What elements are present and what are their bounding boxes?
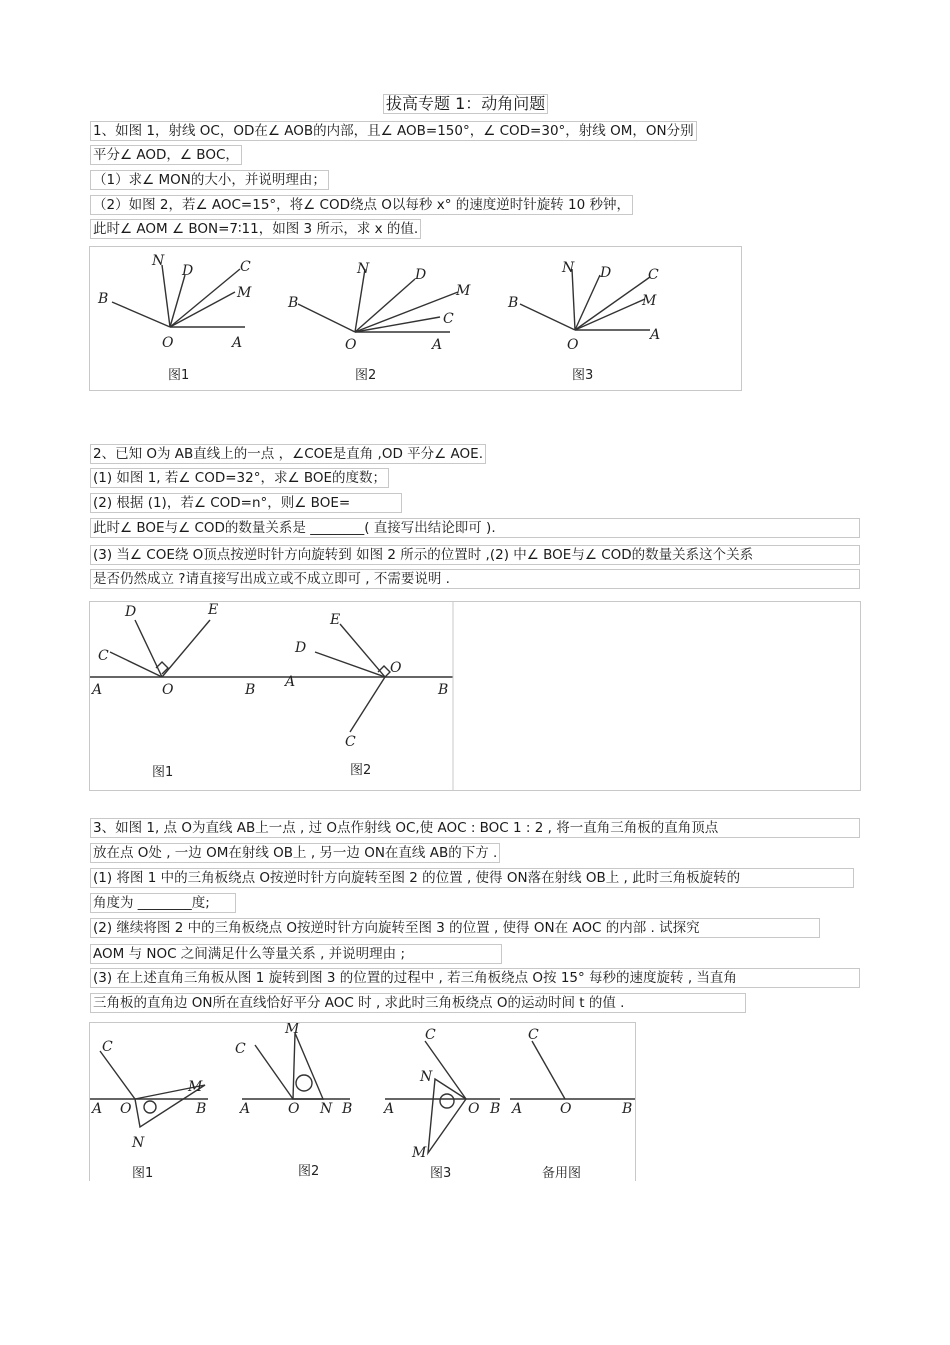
fig1-caption-1: 图1 (168, 368, 190, 383)
fig2-label-c: C (98, 648, 109, 664)
fig3-3-label-b: B (490, 1101, 501, 1117)
fig3-2-label-a: A (240, 1101, 251, 1117)
fig2-2-label-c: C (345, 734, 356, 750)
fig3-1-label-b: B (196, 1101, 207, 1117)
p1-line-3: （1）求∠ MON的大小，并说明理由； (90, 170, 329, 190)
fig3-1-label-a: A (92, 1101, 103, 1117)
fig1-3-label-m: M (642, 293, 657, 309)
fig3-2-label-c: C (235, 1041, 246, 1057)
fig3-caption-1: 图1 (132, 1166, 154, 1181)
p3-line-6: AOM 与 NOC 之间满足什么等量关系 , 并说明理由 ; (90, 944, 502, 964)
p3-line-7: (3) 在上述直角三角板从图 1 旋转到图 3 的位置的过程中 , 若三角板绕点 O按 15° 每秒的速度旋转 , 当直角 (90, 968, 860, 988)
page-title: 拔高专题 1：动角问题 (383, 94, 548, 114)
fig1-3-label-c: C (648, 267, 659, 283)
p3-line-2: 放在点 O处 , 一边 OM在射线 OB上 , 另一边 ON在直线 AB的下方 . (90, 843, 500, 863)
p2-line-4: 此时∠ BOE与∠ COD的数量关系是 ________( 直接写出结论即可 ). (90, 518, 860, 538)
fig2-label-a: A (92, 682, 103, 698)
p1-line-4: （2）如图 2，若∠ AOC=15°，将∠ COD绕点 O以每秒 x° 的速度逆时针旋转 10 秒钟， (90, 195, 633, 215)
figure-1-svg (90, 247, 741, 390)
fig1-3-label-n: N (562, 260, 575, 276)
fig2-2-label-d: D (295, 640, 307, 656)
fig3-2-label-b: B (342, 1101, 353, 1117)
fig3-3-label-o: O (468, 1101, 480, 1117)
fig2-label-b: B (245, 682, 256, 698)
p2-line-6: 是否仍然成立 ?请直接写出成立或不成立即可 , 不需要说明 . (90, 569, 860, 589)
fig3-1-label-c: C (102, 1039, 113, 1055)
p2-line-5: (3) 当∠ COE绕 O顶点按逆时针方向旋转到 如图 2 所示的位置时 ,(2) 中∠ BOE与∠ COD的数量关系这个关系 (90, 545, 860, 565)
fig3-3-label-a: A (384, 1101, 395, 1117)
p2-line-2: (1) 如图 1, 若∠ COD=32°，求∠ BOE的度数； (90, 468, 389, 488)
fig2-label-d: D (125, 604, 137, 620)
fig1-label-o: O (162, 335, 174, 351)
fig1-2-label-b: B (288, 295, 299, 311)
fig3-1-label-o: O (120, 1101, 132, 1117)
p1-line-2: 平分∠ AOD，∠ BOC， (90, 145, 242, 165)
fig1-label-m: M (237, 285, 252, 301)
figure-2 (89, 601, 861, 791)
p1-line-5: 此时∠ AOM ∠ BON=7∶11，如图 3 所示，求 x 的值. (90, 219, 421, 239)
fig1-caption-3: 图3 (572, 368, 594, 383)
fig1-2-label-o: O (345, 337, 357, 353)
fig3-1-label-n: N (132, 1135, 145, 1151)
fig3-1-label-m: M (188, 1079, 203, 1095)
fig1-2-label-m: M (456, 283, 471, 299)
fig3-3-label-m: M (412, 1145, 427, 1161)
figure-3-svg (90, 1023, 635, 1181)
fig1-2-label-d: D (415, 267, 427, 283)
figure-3 (89, 1022, 636, 1181)
fig2-label-e: E (208, 602, 219, 618)
fig1-2-label-a: A (432, 337, 443, 353)
fig2-2-label-b: B (438, 682, 449, 698)
fig1-diagram-3 (507, 260, 660, 383)
fig3-4-label-a: A (512, 1101, 523, 1117)
fig3-diagram-1 (90, 1039, 208, 1181)
p3-line-4: 角度为 ________度; (90, 893, 236, 913)
fig3-3-label-c: C (425, 1027, 436, 1043)
p2-line-3: (2) 根据 (1)，若∠ COD=n°，则∠ BOE= (90, 493, 402, 513)
fig3-3-label-n: N (420, 1069, 433, 1085)
fig3-2-label-n: N (320, 1101, 333, 1117)
fig1-diagram-2 (287, 261, 471, 383)
fig1-3-label-b: B (508, 295, 519, 311)
fig1-3-label-o: O (567, 337, 579, 353)
p3-line-3: (1) 将图 1 中的三角板绕点 O按逆时针方向旋转至图 2 的位置 , 使得 ON落在射线 OB上 , 此时三角板旋转的 (90, 868, 854, 888)
fig2-2-label-a: A (285, 674, 296, 690)
p3-line-5: (2) 继续将图 2 中的三角板绕点 O按逆时针方向旋转至图 3 的位置 , 使得 ON在 AOC 的内部 . 试探究 (90, 918, 820, 938)
fig1-3-label-a: A (650, 327, 661, 343)
fig1-caption-2: 图2 (355, 368, 377, 383)
fig2-label-o: O (162, 682, 174, 698)
fig2-diagram-2 (283, 612, 448, 778)
fig2-diagram-1 (90, 602, 453, 780)
fig1-label-a: A (232, 335, 243, 351)
fig3-4-label-c: C (528, 1027, 539, 1043)
fig3-4-label-b: B (622, 1101, 633, 1117)
fig3-diagram-3 (382, 1027, 500, 1181)
p3-line-8: 三角板的直角边 ON所在直线恰好平分 AOC 时 , 求此时三角板绕点 O的运动时间 t 的值 . (90, 993, 746, 1013)
fig3-4-label-o: O (560, 1101, 572, 1117)
fig3-diagram-4 (510, 1027, 635, 1181)
fig1-2-label-c: C (443, 311, 454, 327)
figure-2-svg (90, 602, 860, 790)
fig3-caption-4: 备用图 (542, 1166, 582, 1181)
fig1-3-label-d: D (600, 265, 612, 281)
p1-line-1: 1、如图 1，射线 OC，OD在∠ AOB的内部，且∠ AOB=150°，∠ COD=30°，射线 OM，ON分别 (90, 121, 697, 141)
fig2-2-label-e: E (330, 612, 341, 628)
p2-line-1: 2、已知 O为 AB直线上的一点 ，∠COE是直角 ,OD 平分∠ AOE. (90, 444, 486, 464)
fig3-caption-2: 图2 (298, 1164, 320, 1179)
fig2-caption-2: 图2 (350, 763, 372, 778)
fig2-2-label-o: O (390, 660, 402, 676)
fig1-2-label-n: N (357, 261, 370, 277)
fig3-diagram-2 (235, 1023, 352, 1179)
fig1-label-c: C (240, 259, 251, 275)
fig1-label-n: N (152, 253, 165, 269)
figure-1 (89, 246, 742, 391)
p3-line-1: 3、如图 1, 点 O为直线 AB上一点 , 过 O点作射线 OC,使 AOC : BOC 1 : 2 , 将一直角三角板的直角顶点 (90, 818, 860, 838)
fig3-caption-3: 图3 (430, 1166, 452, 1181)
fig1-label-d: D (182, 263, 194, 279)
fig2-caption-1: 图1 (152, 765, 174, 780)
fig1-diagram-1 (97, 253, 252, 383)
fig3-2-label-o: O (288, 1101, 300, 1117)
fig1-label-b: B (98, 291, 109, 307)
fig3-2-label-m: M (285, 1023, 300, 1037)
